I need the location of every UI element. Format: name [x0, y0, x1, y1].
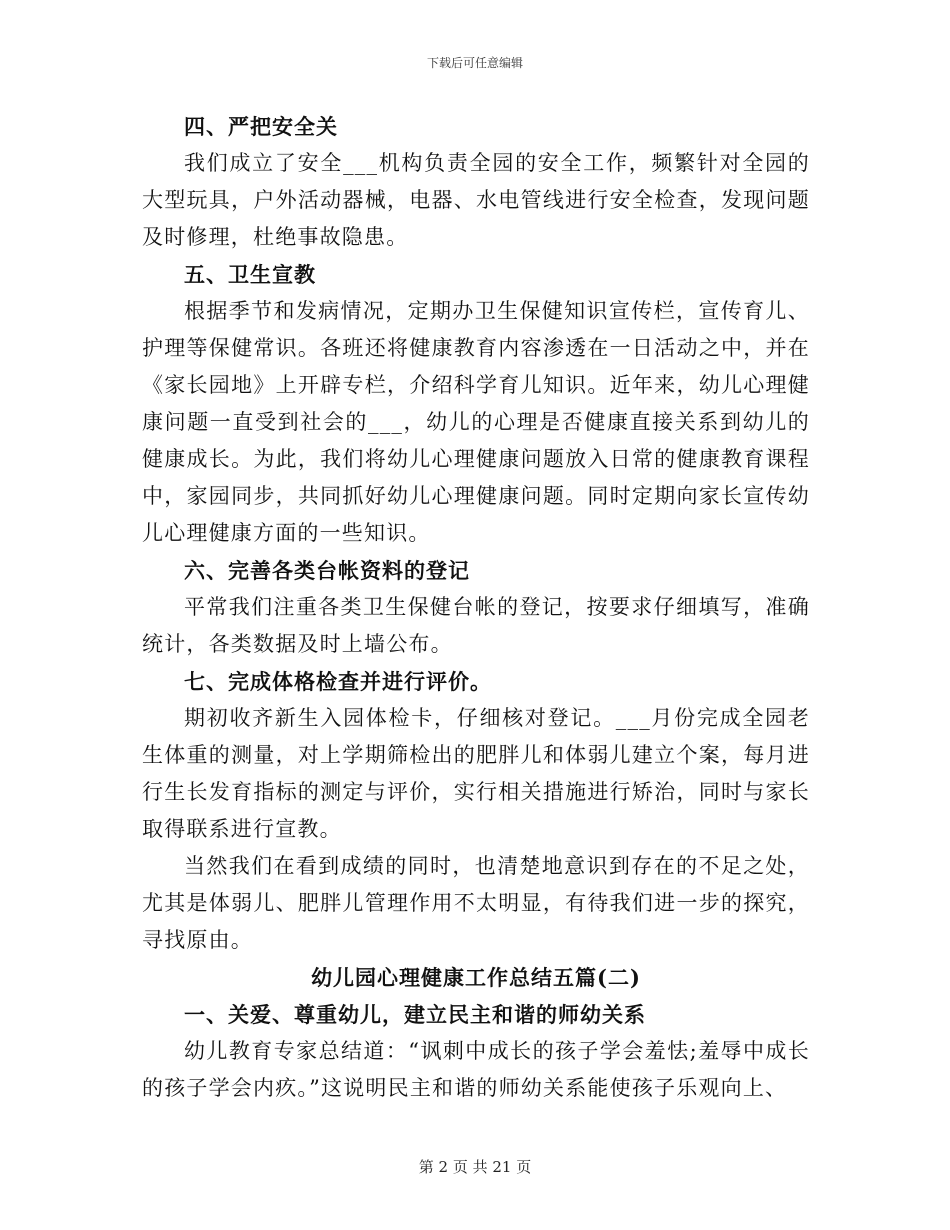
paragraph-records: 平常我们注重各类卫生保健台帐的登记，按要求仔细填写，准确统计，各类数据及时上墙公布。: [142, 595, 810, 656]
section-heading-physical-exam: 七、完成体格检查并进行评价。: [184, 669, 492, 694]
paragraph-physical-exam: 期初收齐新生入园体检卡，仔细核对登记。___月份完成全园老生体重的测量，对上学期筛检出的肥胖儿和体弱儿建立个案，每月进行生长发育指标的测定与评价，实行相关措施进行矫治，同时与家长取得联系进行宣教。: [142, 706, 810, 841]
section-heading-safety: 四、严把安全关: [184, 114, 338, 139]
paragraph-shortcomings: 当然我们在看到成绩的同时，也清楚地意识到存在的不足之处，尤其是体弱儿、肥胖儿管理作用不太明显，有待我们进一步的探究，寻找原由。: [142, 854, 810, 952]
page-header: 下载后可任意编辑: [426, 56, 523, 70]
paragraph-safety: 我们成立了安全___机构负责全园的安全工作，频繁针对全园的大型玩具，户外活动器械，电器、水电管线进行安全检查，发现问题及时修理，杜绝事故隐患。: [142, 151, 810, 249]
document-body: [142, 108, 810, 1107]
section-heading-teacher-child-relationship: 一、关爱、尊重幼儿，建立民主和谐的师幼关系: [184, 1002, 646, 1027]
section-heading-hygiene-education: 五、卫生宣教: [184, 262, 316, 287]
section-heading-records: 六、完善各类台帐资料的登记: [184, 558, 470, 583]
paragraph-teacher-child-relationship: 幼儿教育专家总结道：“讽刺中成长的孩子学会羞怯;羞辱中成长的孩子学会内疚。”这说明民主和谐的师幼关系能使孩子乐观向上、: [142, 1039, 810, 1100]
document-title: 幼儿园心理健康工作总结五篇(二): [311, 965, 641, 990]
page-number-footer: 第 2 页 共 21 页: [418, 1158, 532, 1176]
paragraph-hygiene-education: 根据季节和发病情况，定期办卫生保健知识宣传栏，宣传育儿、护理等保健常识。各班还将健康教育内容渗透在一日活动之中，并在《家长园地》上开辟专栏，介绍科学育儿知识。近年来，幼儿心理健康问题一直受到社会的___，幼儿的心理是否健康直接关系到幼儿的健康成长。为此，我们将幼儿心理健康问题放入日常的健康教育课程中，家园同步，共同抓好幼儿心理健康问题。同时定期向家长宣传幼儿心理健康方面的一些知识。: [142, 299, 810, 545]
